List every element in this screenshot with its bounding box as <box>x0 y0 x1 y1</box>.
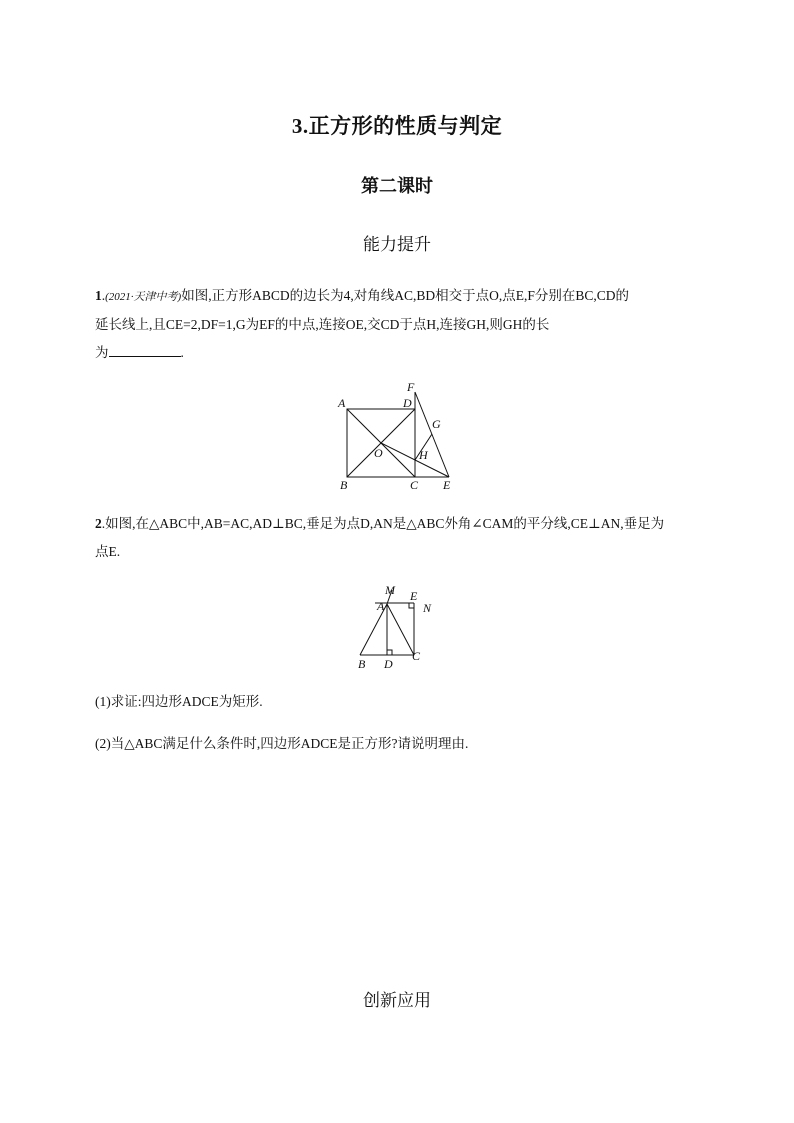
section-innovation-heading: 创新应用 <box>363 991 431 1010</box>
problem-1-text-3: 为 <box>95 345 109 360</box>
label-a2: A <box>377 599 385 613</box>
segment-ac <box>387 604 414 655</box>
label-b: B <box>340 478 348 492</box>
problem-2-number: 2 <box>95 516 102 531</box>
label-a: A <box>338 396 346 410</box>
label-f: F <box>407 380 415 394</box>
label-e: E <box>443 478 451 492</box>
problem-1-line-1: 1.(2021·天津中考)如图,正方形ABCD的边长为4,对角线AC,BD相交于点O,点E,F分别在BC,CD的 <box>95 288 629 303</box>
label-c2: C <box>412 649 421 663</box>
problem-2-part-2: (2)当△ABC满足什么条件时,四边形ADCE是正方形?请说明理由. <box>95 736 469 751</box>
label-e2: E <box>410 589 418 603</box>
figure-1-square-diagram <box>335 378 465 493</box>
problem-1-line-3 <box>95 339 705 367</box>
problem-1-source: (2021·天津中考) <box>105 291 182 303</box>
problem-2-part-1: (1)求证:四边形ADCE为矩形. <box>95 694 263 709</box>
problem-1-text-1: 如图,正方形ABCD的边长为4,对角线AC,BD相交于点O,点E,F分别在BC,CD的 <box>181 288 629 303</box>
answer-blank[interactable] <box>109 342 181 357</box>
problem-2-text-1: 如图,在△ABC中,AB=AC,AD⊥BC,垂足为点D,AN是△ABC外角∠CAM的平分线,CE⊥AN,垂足为 <box>105 516 665 531</box>
problem-2 <box>95 510 705 566</box>
problem-2-line-2: 点E. <box>95 544 121 559</box>
figure-2-triangle-diagram <box>352 580 442 672</box>
problem-1-period: . <box>180 345 184 360</box>
label-m: M <box>385 583 395 597</box>
problem-2-line-1: 2.如图,在△ABC中,AB=AC,AD⊥BC,垂足为点D,AN是△ABC外角∠CAM的平分线,CE⊥AN,垂足为 <box>95 516 665 531</box>
problem-1-line-2: 延长线上,且CE=2,DF=1,G为EF的中点,连接OE,交CD于点H,连接GH,则GH的长 <box>95 317 550 332</box>
lesson-subtitle: 第二课时 <box>361 176 433 196</box>
problem-1-number: 1 <box>95 288 102 303</box>
label-n: N <box>423 601 432 615</box>
label-d: D <box>403 396 412 410</box>
label-o: O <box>374 446 383 460</box>
right-angle-e <box>409 603 414 608</box>
label-h: H <box>419 448 428 462</box>
problem-1 <box>95 282 705 367</box>
right-angle-d <box>387 650 392 655</box>
section-ability-heading: 能力提升 <box>363 235 431 254</box>
label-b2: B <box>358 657 366 671</box>
label-g: G <box>432 417 441 431</box>
label-c: C <box>410 478 419 492</box>
label-d2: D <box>384 657 393 671</box>
page-title: 3.正方形的性质与判定 <box>291 114 503 138</box>
